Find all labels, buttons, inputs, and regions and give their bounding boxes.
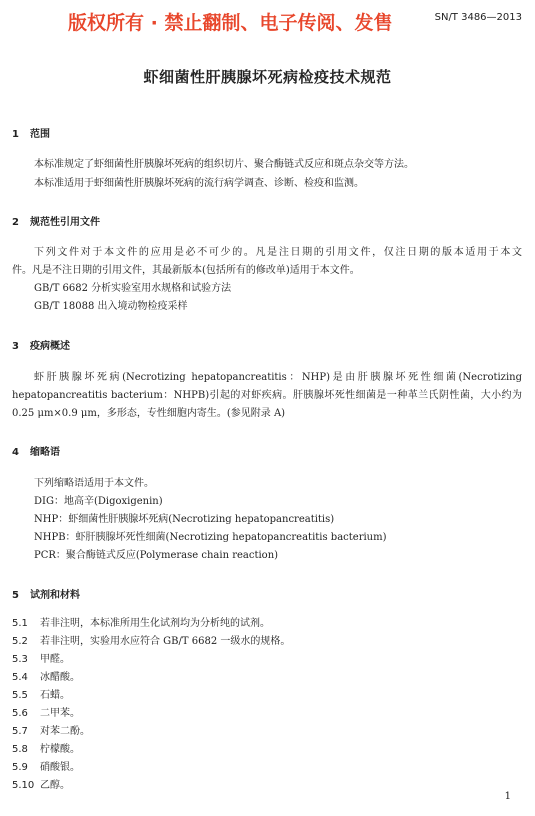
paragraph: 件。凡是不注日期的引用文件，其最新版本(包括所有的修改单)适用于本文件。 [12, 265, 360, 276]
item-number: 5.3 [12, 654, 28, 665]
section-title: 范围 [30, 129, 50, 140]
item-number: 5.4 [12, 672, 28, 683]
reagent-item [12, 709, 80, 719]
reagent-item [12, 727, 90, 737]
page-number: 1 [504, 791, 511, 802]
item-text: 石蜡。 [40, 690, 70, 701]
section-title: 试剂和材料 [30, 590, 80, 601]
reagent-item [12, 691, 70, 701]
section-number: 5 [12, 590, 19, 601]
abbreviation-item: PCR：聚合酶链式反应(Polymerase chain reaction) [34, 550, 279, 561]
item-number: 5.6 [12, 708, 28, 719]
item-number: 5.10 [12, 780, 35, 791]
reagent-item [12, 619, 270, 629]
item-number: 5.5 [12, 690, 28, 701]
paragraph: 0.25 μm×0.9 μm，多形态，专性细胞内寄生。(参见附录 A) [12, 408, 286, 419]
paragraph: 本标准适用于虾细菌性肝胰腺坏死病的流行病学调查、诊断、检疫和监测。 [34, 178, 364, 189]
paragraph: 下列文件对于本文件的应用是必不可少的。凡是注日期的引用文件，仅注日期的版本适用于本文 [34, 247, 522, 258]
paragraph: 下列缩略语适用于本文件。 [34, 478, 154, 489]
abbreviation-item: NHP：虾细菌性肝胰腺坏死病(Necrotizing hepatopancreatitis) [34, 514, 335, 525]
standard-number: SN/T 3486—2013 [434, 12, 522, 23]
item-number: 5.8 [12, 744, 28, 755]
item-text: 若非注明，实验用水应符合 GB/T 6682 一级水的规格。 [40, 636, 291, 647]
reagent-item [12, 763, 80, 773]
document-title: 虾细菌性肝胰腺坏死病检疫技术规范 [143, 68, 392, 86]
paragraph: 本标准规定了虾细菌性肝胰腺坏死病的组织切片、聚合酶链式反应和斑点杂交等方法。 [34, 159, 414, 170]
abbreviation-item: DIG：地高辛(Digoxigenin) [34, 496, 163, 507]
item-number: 5.2 [12, 636, 28, 647]
section-title: 疫病概述 [30, 341, 70, 352]
section-4-heading [12, 443, 60, 458]
item-text: 对苯二酚。 [40, 726, 90, 737]
item-text: 硝酸银。 [40, 762, 80, 773]
section-title: 缩略语 [30, 447, 60, 458]
section-number: 3 [12, 341, 19, 352]
paragraph: 虾肝胰腺坏死病(Necrotizing hepatopancreatitis：NHP)是由肝胰腺坏死性细菌(Necrotizing [34, 372, 522, 383]
section-number: 1 [12, 129, 19, 140]
item-text: 柠檬酸。 [40, 744, 80, 755]
item-number: 5.9 [12, 762, 28, 773]
reagent-item [12, 673, 80, 683]
reagent-item [12, 781, 70, 791]
item-text: 冰醋酸。 [40, 672, 80, 683]
abbreviation-item: NHPB：虾肝胰腺坏死性细菌(Necrotizing hepatopancreatitis bacterium) [34, 532, 387, 543]
item-text: 二甲苯。 [40, 708, 80, 719]
item-number: 5.7 [12, 726, 28, 737]
paragraph: hepatopancreatitis bacterium：NHPB)引起的对虾疾病。肝胰腺坏死性细菌是一种革兰氏阴性菌，大小约为 [12, 390, 522, 401]
reagent-item [12, 745, 80, 755]
reagent-item [12, 655, 70, 665]
section-1-heading [12, 125, 50, 140]
section-5-heading [12, 586, 80, 601]
item-number: 5.1 [12, 618, 28, 629]
watermark-banner: 版权所有 · 禁止翻制、电子传阅、发售 [68, 12, 393, 34]
reference-item: GB/T 18088 出入境动物检疫采样 [34, 301, 188, 312]
item-text: 若非注明，本标准所用生化试剂均为分析纯的试剂。 [40, 618, 270, 629]
item-text: 乙醇。 [40, 780, 70, 791]
section-title: 规范性引用文件 [30, 217, 100, 228]
section-3-heading [12, 337, 70, 352]
section-number: 2 [12, 217, 19, 228]
section-number: 4 [12, 447, 19, 458]
reagent-item [12, 637, 290, 647]
reference-item: GB/T 6682 分析实验室用水规格和试验方法 [34, 283, 232, 294]
section-2-heading [12, 213, 100, 228]
item-text: 甲醛。 [40, 654, 70, 665]
